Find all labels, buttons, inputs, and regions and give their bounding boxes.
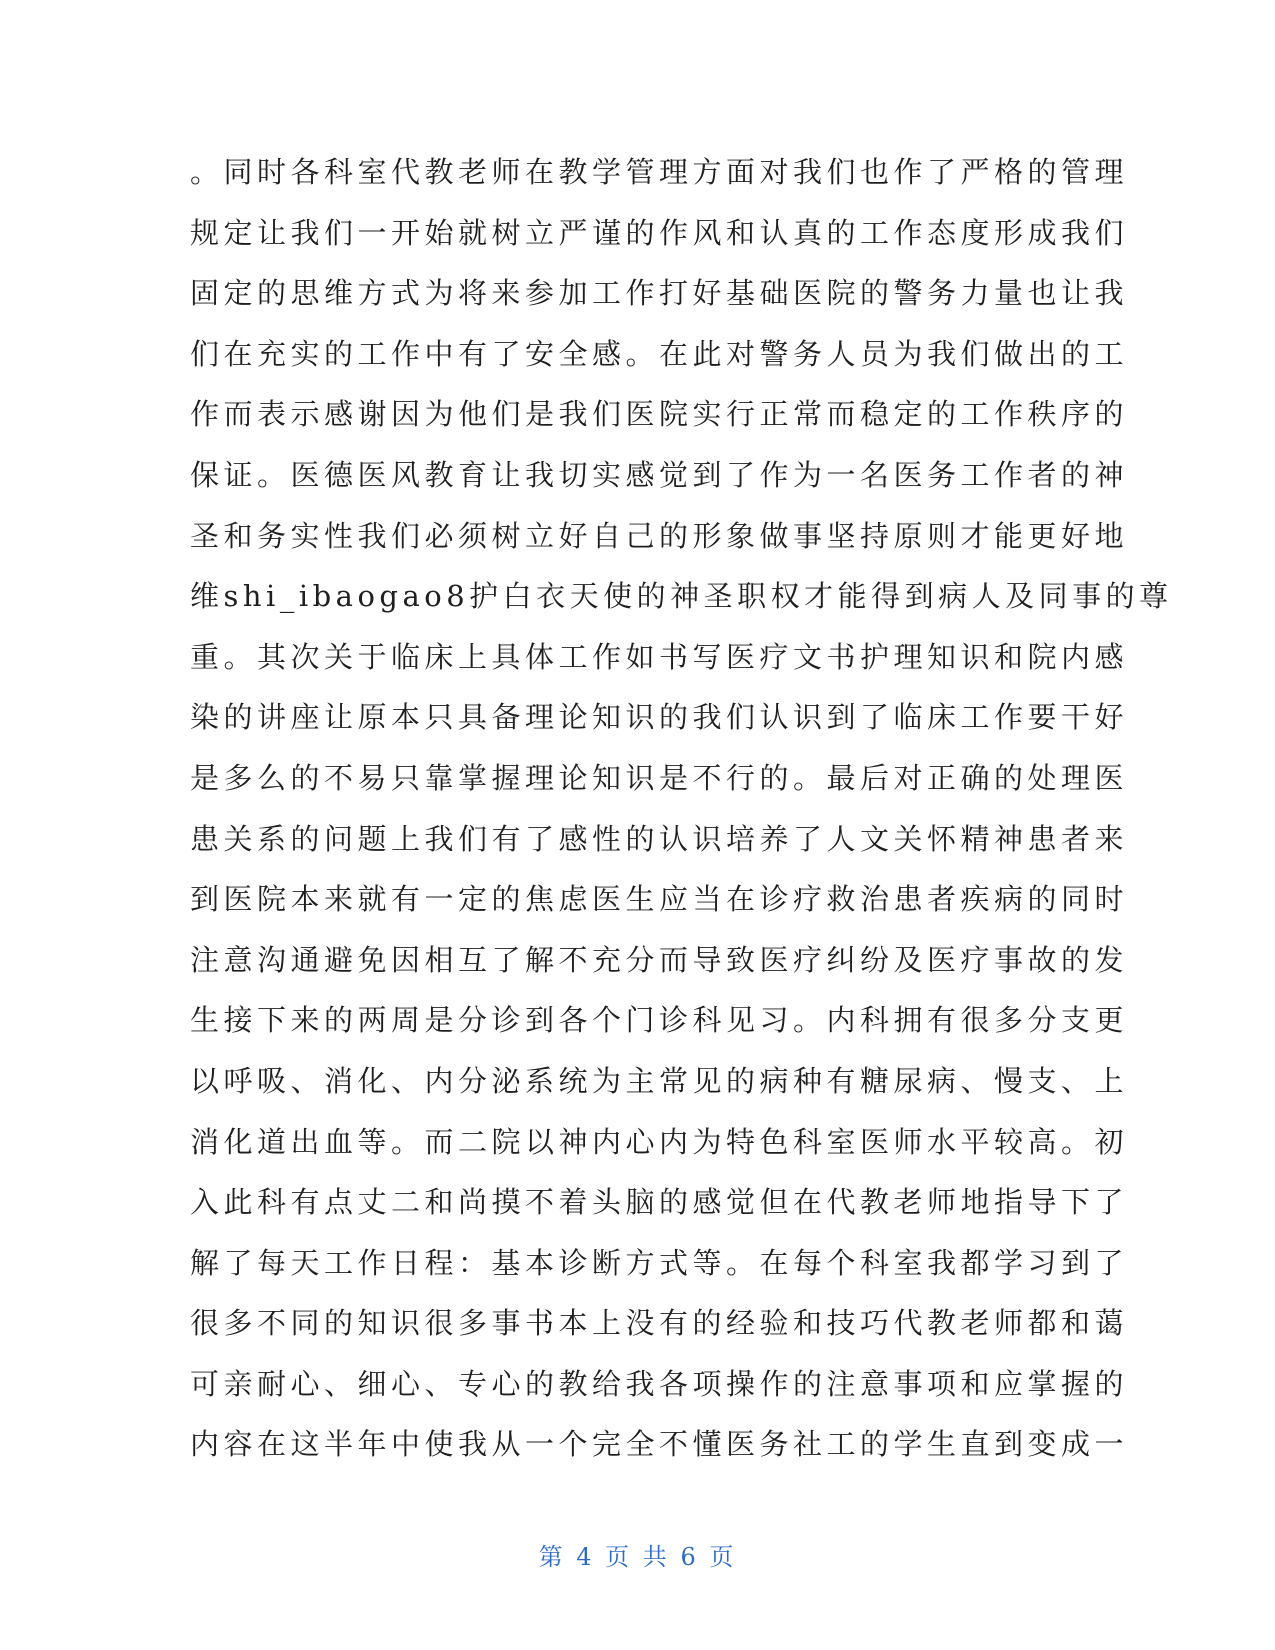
- text-line: 解了每天工作日程：基本诊断方式等。在每个科室我都学习到了: [190, 1245, 1129, 1280]
- text-line: 染的讲座让原本只具备理论知识的我们认识到了临床工作要干好: [190, 700, 1129, 735]
- text-line: 是多么的不易只靠掌握理论知识是不行的。最后对正确的处理医: [190, 760, 1129, 795]
- text-line: 到医院本来就有一定的焦虑医生应当在诊疗救治患者疾病的同时: [190, 882, 1129, 917]
- text-line: 圣和务实性我们必须树立好自己的形象做事坚持原则才能更好地: [190, 518, 1129, 553]
- text-line: 患关系的问题上我们有了感性的认识培养了人文关怀精神患者来: [190, 821, 1129, 856]
- text-line: 注意沟通避免因相互了解不充分而导致医疗纠纷及医疗事故的发: [190, 942, 1129, 977]
- text-line: 。同时各科室代教老师在教学管理方面对我们也作了严格的管理: [190, 155, 1129, 189]
- text-line: 维shi_ibaogao8护白衣天使的神圣职权才能得到病人及同事的尊: [190, 579, 1173, 614]
- body-text: [190, 142, 1173, 1475]
- text-line: 内容在这半年中使我从一个完全不懂医务社工的学生直到变成一: [190, 1427, 1129, 1462]
- text-line: 入此科有点丈二和尚摸不着头脑的感觉但在代教老师地指导下了: [190, 1185, 1129, 1220]
- text-line: 作而表示感谢因为他们是我们医院实行正常而稳定的工作秩序的: [190, 397, 1129, 432]
- text-line: 可亲耐心、细心、专心的教给我各项操作的注意事项和应掌握的: [190, 1366, 1129, 1401]
- text-line: 以呼吸、消化、内分泌系统为主常见的病种有糖尿病、慢支、上: [190, 1063, 1129, 1098]
- text-line: 规定让我们一开始就树立严谨的作风和认真的工作态度形成我们: [190, 215, 1129, 250]
- text-line: 们在充实的工作中有了安全感。在此对警务人员为我们做出的工: [190, 336, 1129, 371]
- text-line: 生接下来的两周是分诊到各个门诊科见习。内科拥有很多分支更: [190, 1003, 1129, 1038]
- page-number-footer: 第 4 页 共 6 页: [538, 1543, 737, 1571]
- text-line: 固定的思维方式为将来参加工作打好基础医院的警务力量也让我: [190, 276, 1129, 311]
- text-line: 重。其次关于临床上具体工作如书写医疗文书护理知识和院内感: [190, 639, 1129, 674]
- text-line: 很多不同的知识很多事书本上没有的经验和技巧代教老师都和蔼: [190, 1306, 1129, 1341]
- text-line: 消化道出血等。而二院以神内心内为特色科室医师水平较高。初: [190, 1124, 1129, 1159]
- text-line: 保证。医德医风教育让我切实感觉到了作为一名医务工作者的神: [190, 457, 1129, 492]
